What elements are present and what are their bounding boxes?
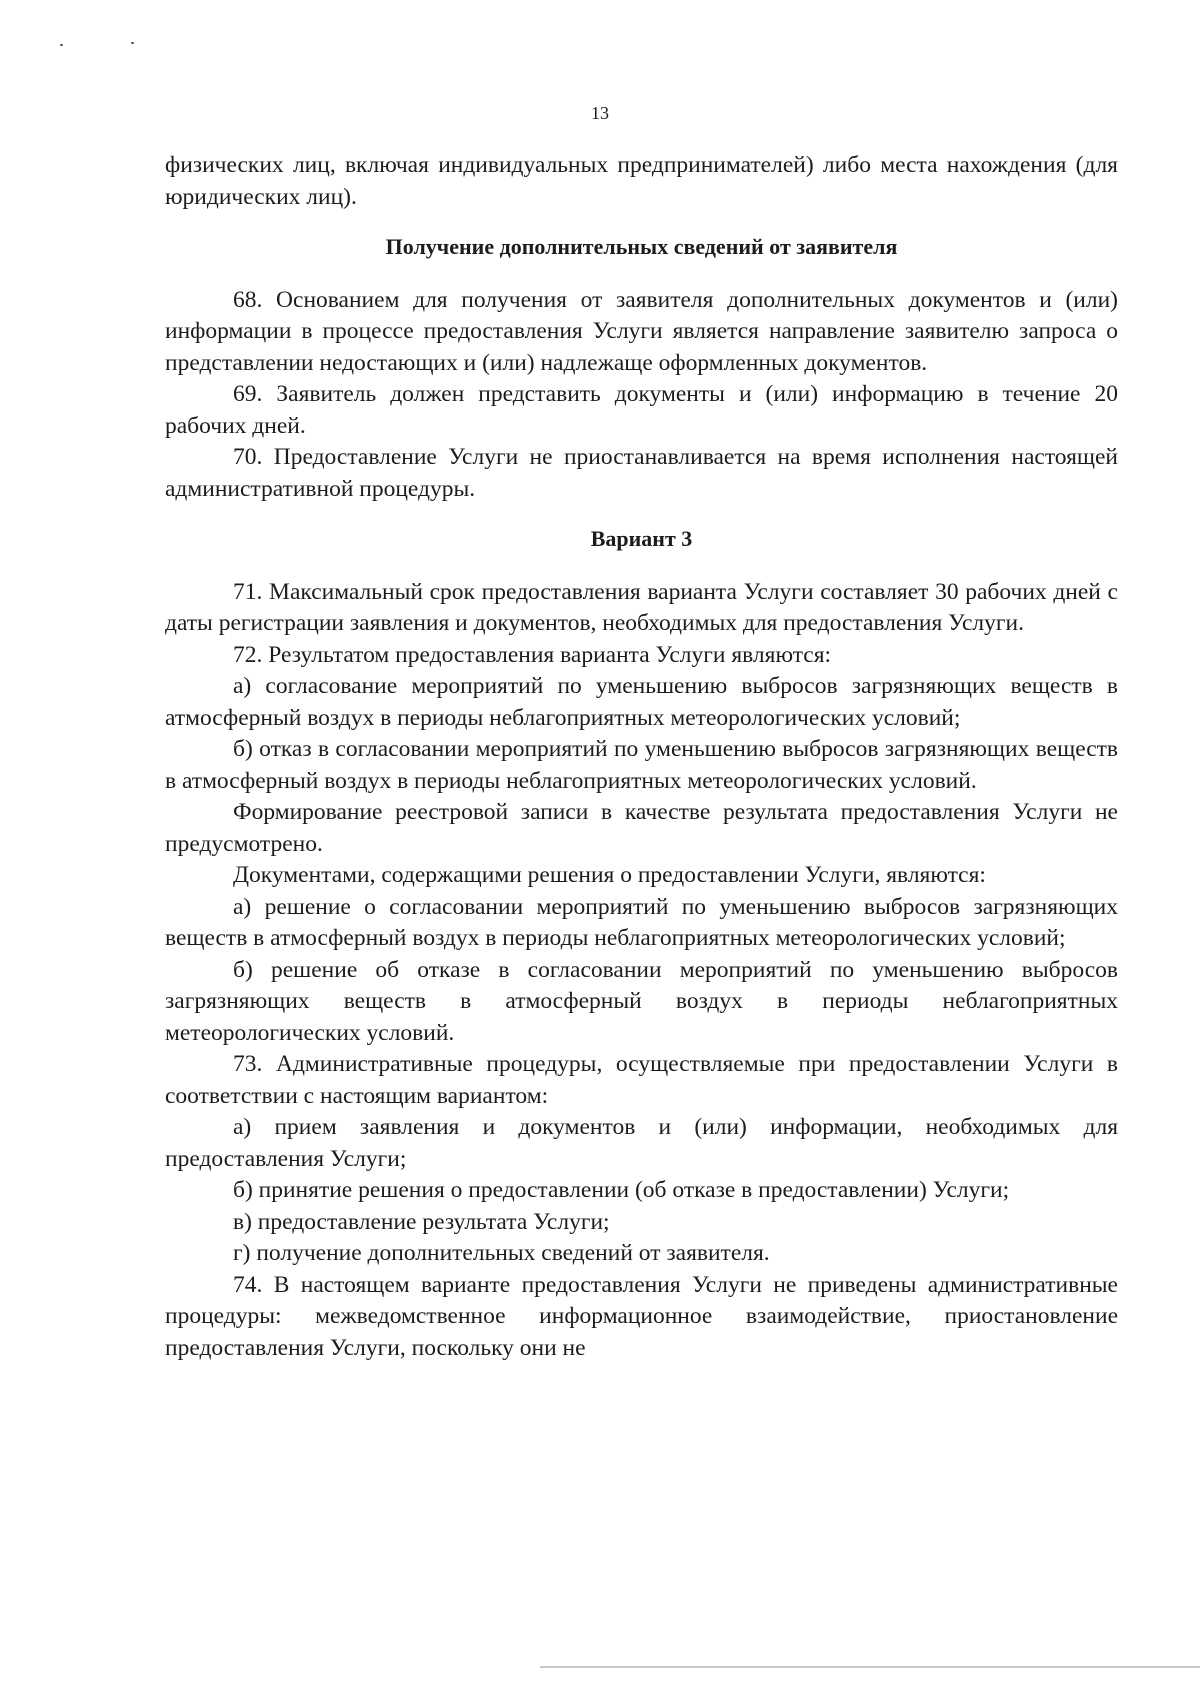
scan-speck (60, 44, 63, 46)
paragraph-71: 71. Максимальный срок предоставления варианта Услуги составляет 30 рабочих дней с даты регистрации заявления и документов, необходимых для предоставления Услуги. (165, 578, 1118, 636)
paragraph-73: 73. Административные процедуры, осуществляемые при предоставлении Услуги в соответствии с настоящим вариантом: (165, 1051, 1118, 1109)
paragraph-73-a: а) прием заявления и документов и (или) информации, необходимых для предоставления Услуги; (165, 1114, 1118, 1172)
document-body (165, 150, 1118, 1364)
paragraph-74: 74. В настоящем варианте предоставления Услуги не приведены административные процедуры: межведомственное информационное взаимодействие, приостановление предоставления Услуги, поскольку они не (165, 1271, 1118, 1361)
paragraph-70: 70. Предоставление Услуги не приостанавливается на время исполнения настоящей административной процедуры. (165, 444, 1118, 502)
paragraph-69: 69. Заявитель должен представить документы и (или) информацию в течение 20 рабочих дней. (165, 381, 1118, 439)
paragraph-73-g: г) получение дополнительных сведений от заявителя. (233, 1240, 770, 1266)
paragraph-decision-a: а) решение о согласовании мероприятий по уменьшению выбросов загрязняющих веществ в атмосферный воздух в периоды неблагоприятных метеорологических условий; (165, 893, 1118, 951)
paragraph-registry-note: Формирование реестровой записи в качестве результата предоставления Услуги не предусмотрено. (165, 799, 1118, 857)
paragraph-decision-documents: Документами, содержащими решения о предоставлении Услуги, являются: (233, 862, 986, 888)
section-heading-variant-3: Вариант 3 (590, 526, 693, 551)
paragraph-72-a: а) согласование мероприятий по уменьшению выбросов загрязняющих веществ в атмосферный воздух в периоды неблагоприятных метеорологических условий; (165, 673, 1118, 731)
paragraph-decision-b: б) решение об отказе в согласовании мероприятий по уменьшению выбросов загрязняющих веществ в атмосферный воздух в периоды неблагоприятных метеорологических условий. (165, 956, 1118, 1046)
intro-paragraph: физических лиц, включая индивидуальных предпринимателей) либо места нахождения (для юридических лиц). (165, 152, 1118, 210)
paragraph-72: 72. Результатом предоставления варианта Услуги являются: (233, 641, 832, 668)
paragraph-72-b: б) отказ в согласовании мероприятий по уменьшению выбросов загрязняющих веществ в атмосферный воздух в периоды неблагоприятных метеорологических условий. (165, 736, 1118, 794)
scan-edge-line (540, 1666, 1200, 1668)
paragraph-73-b: б) принятие решения о предоставлении (об отказе в предоставлении) Услуги; (233, 1177, 1010, 1203)
paragraph-73-v: в) предоставление результата Услуги; (233, 1208, 610, 1235)
page-number: 13 (591, 103, 609, 123)
scan-speck (131, 42, 134, 44)
paragraph-68: 68. Основанием для получения от заявителя дополнительных документов и (или) информации в процессе предоставления Услуги является направление заявителю запроса о представлении недостающих и (или) надлежаще оформленных документов. (165, 286, 1118, 376)
section-heading-additional-info: Получение дополнительных сведений от заявителя (385, 234, 898, 259)
